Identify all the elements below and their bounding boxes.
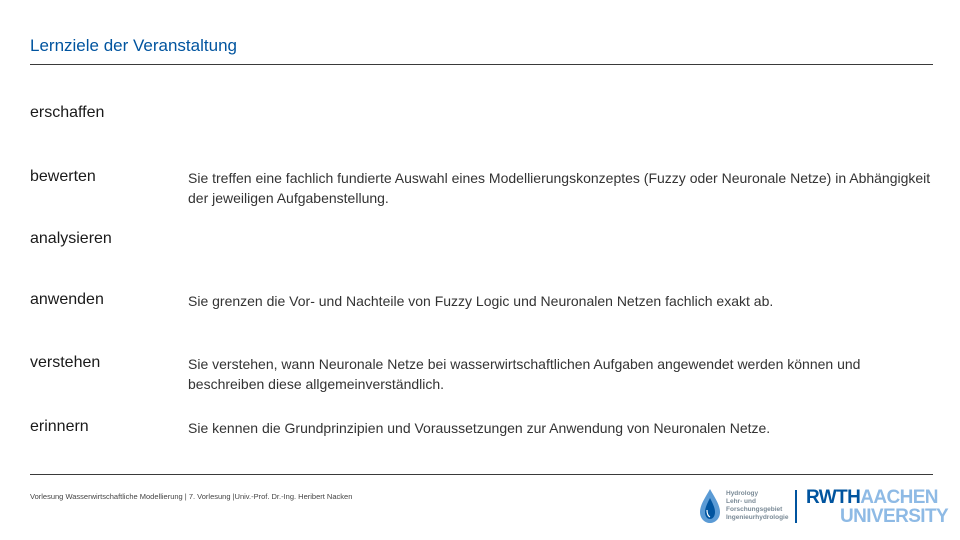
level-description: Sie grenzen die Vor- und Nachteile von Fuzzy Logic und Neuronalen Netzen fachlich exakt ab. [188,293,774,309]
water-drop-icon [699,488,721,524]
logo-separator [795,490,797,523]
logo-line1: RWTHAACHEN [806,487,938,508]
level-label: erschaffen [30,104,105,121]
level-label: anwenden [30,291,104,308]
level-label: analysieren [30,230,112,247]
level-description: Sie treffen eine fachlich fundierte Auswahl eines Modellierungskonzeptes (Fuzzy oder Neuronale Netze) in Abhängigkeit der jeweiligen Aufgabenstellung. [188,170,931,206]
institute-line: Forschungsgebiet [726,506,783,513]
footer-divider [30,474,933,475]
rwth-logo [806,487,949,528]
level-label: bewerten [30,168,96,185]
page-title: Lernziele der Veranstaltung [30,36,237,55]
logo-line2: UNIVERSITY [840,506,949,527]
institute-line: Hydrology [726,490,759,497]
level-label: verstehen [30,354,101,371]
institute-line: Ingenieurhydrologie [726,514,789,521]
level-label: erinnern [30,418,89,435]
level-description: Sie kennen die Grundprinzipien und Voraussetzungen zur Anwendung von Neuronalen Netze. [188,420,771,436]
level-description: Sie verstehen, wann Neuronale Netze bei wasserwirtschaftlichen Aufgaben angewendet werden können und beschreiben diese allgemeinverständlich. [188,356,861,392]
institute-label [726,490,788,522]
institute-line: Lehr- und [726,498,756,505]
header-divider [30,64,933,65]
footer-text: Vorlesung Wasserwirtschaftliche Modellierung | 7. Vorlesung |Univ.-Prof. Dr.-Ing. Heribert Nacken [30,492,353,501]
